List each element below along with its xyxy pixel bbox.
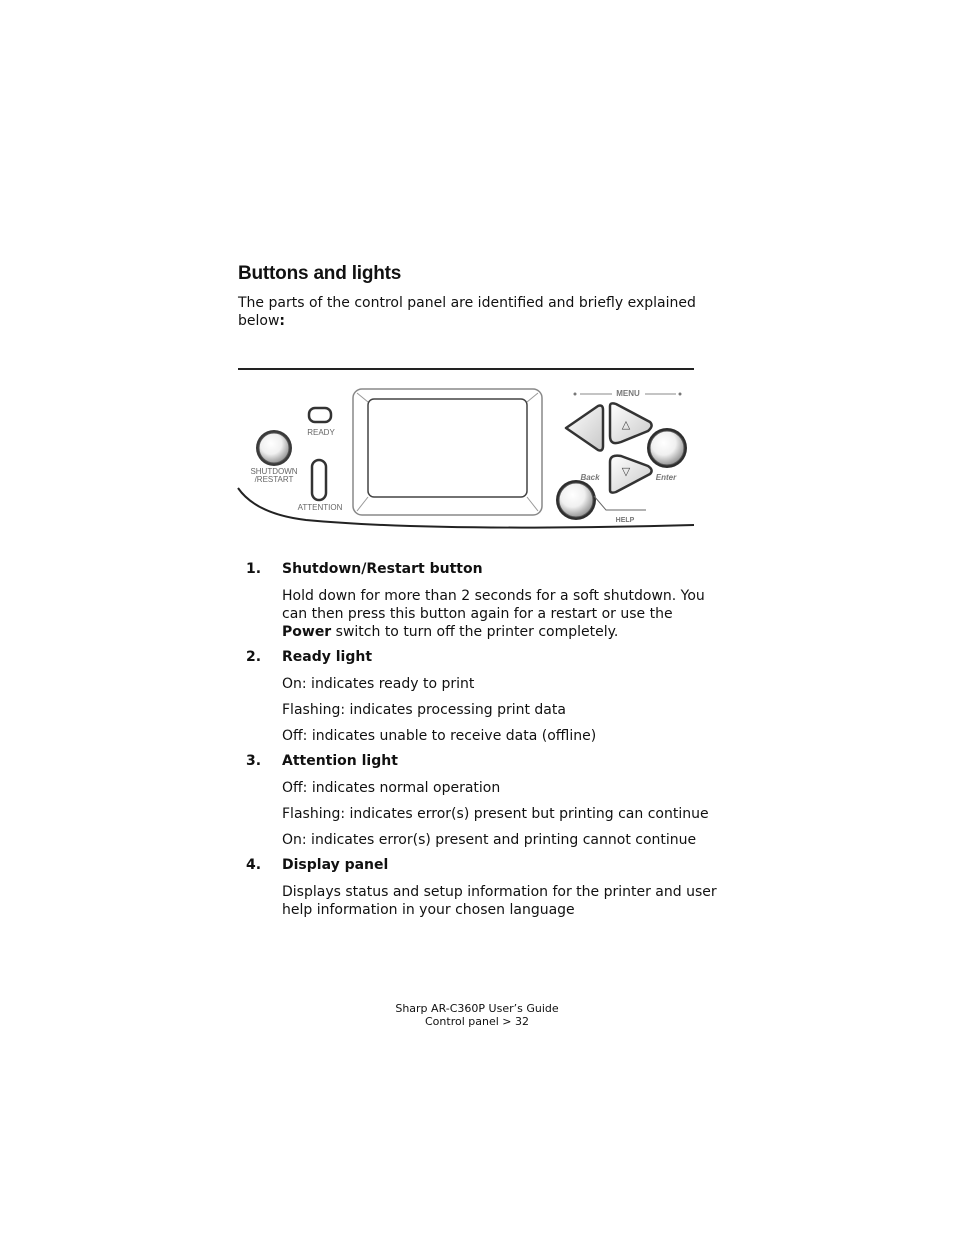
item-title-row	[246, 855, 726, 875]
menu-up-button[interactable]	[610, 403, 652, 443]
display-panel	[353, 389, 542, 515]
page-heading: Buttons and lights	[238, 263, 402, 284]
item-line: Off: indicates unable to receive data (offline)	[282, 728, 597, 744]
shutdown-restart-button[interactable]	[256, 430, 292, 466]
item-line: On: indicates ready to print	[282, 676, 475, 692]
shutdown-label-line2: /RESTART	[254, 475, 294, 484]
item-description	[282, 587, 722, 641]
section-rule	[238, 368, 694, 370]
help-label: HELP	[615, 517, 635, 524]
shutdown-label-line1: SHUTDOWN	[250, 467, 298, 476]
list-item	[246, 647, 726, 745]
enter-label: Enter	[655, 473, 677, 482]
desc-text-1: Hold down for more than 2 seconds for a soft shutdown. You can then press this button again for a restart or use the	[282, 588, 705, 622]
parts-list	[246, 559, 726, 925]
item-number: 2.	[246, 649, 262, 665]
footer-guide-title: Sharp AR-C360P User’s Guide	[395, 1002, 559, 1015]
down-arrow-glyph: ▽	[621, 465, 631, 478]
item-title: Shutdown/Restart button	[282, 561, 483, 577]
item-title: Attention light	[282, 753, 398, 769]
ready-light	[309, 408, 331, 422]
menu-dot-left	[574, 393, 577, 396]
attention-label: ATTENTION	[297, 503, 343, 512]
item-number: 4.	[246, 857, 262, 873]
list-item	[246, 751, 726, 849]
item-line: Off: indicates normal operation	[282, 780, 501, 796]
item-title-row	[246, 647, 726, 667]
menu-dot-right	[679, 393, 682, 396]
intro-colon: :	[279, 313, 286, 329]
menu-label: MENU	[616, 389, 640, 398]
back-button[interactable]	[566, 406, 603, 451]
item-title-row	[246, 559, 726, 579]
item-title: Display panel	[282, 857, 389, 873]
enter-button[interactable]	[647, 428, 687, 468]
intro-paragraph	[238, 294, 718, 330]
help-button[interactable]	[556, 480, 596, 520]
ready-label: READY	[307, 428, 335, 437]
item-line: On: indicates error(s) present and printing cannot continue	[282, 832, 697, 848]
help-connector-line	[594, 496, 646, 510]
menu-down-button[interactable]	[610, 456, 652, 493]
item-line: Displays status and setup information for the printer and user help information in your chosen language	[282, 884, 717, 918]
control-panel-figure	[236, 378, 698, 538]
item-number: 1.	[246, 561, 262, 577]
attention-light	[312, 460, 326, 500]
desc-text-2: switch to turn off the printer completely.	[331, 624, 619, 640]
item-title-row	[246, 751, 726, 771]
desc-bold-power: Power	[282, 624, 332, 640]
list-item	[246, 559, 726, 641]
intro-text: The parts of the control panel are identified and briefly explained below	[238, 295, 696, 329]
up-arrow-glyph: △	[621, 418, 631, 431]
footer-page-ref: Control panel > 32	[425, 1015, 529, 1028]
item-line: Flashing: indicates error(s) present but printing can continue	[282, 806, 709, 822]
list-item	[246, 855, 726, 919]
page-footer	[0, 1002, 954, 1028]
item-title: Ready light	[282, 649, 373, 665]
item-line: Flashing: indicates processing print data	[282, 702, 566, 718]
control-panel-drawing	[236, 378, 698, 538]
item-number: 3.	[246, 753, 262, 769]
back-label: Back	[580, 473, 600, 482]
